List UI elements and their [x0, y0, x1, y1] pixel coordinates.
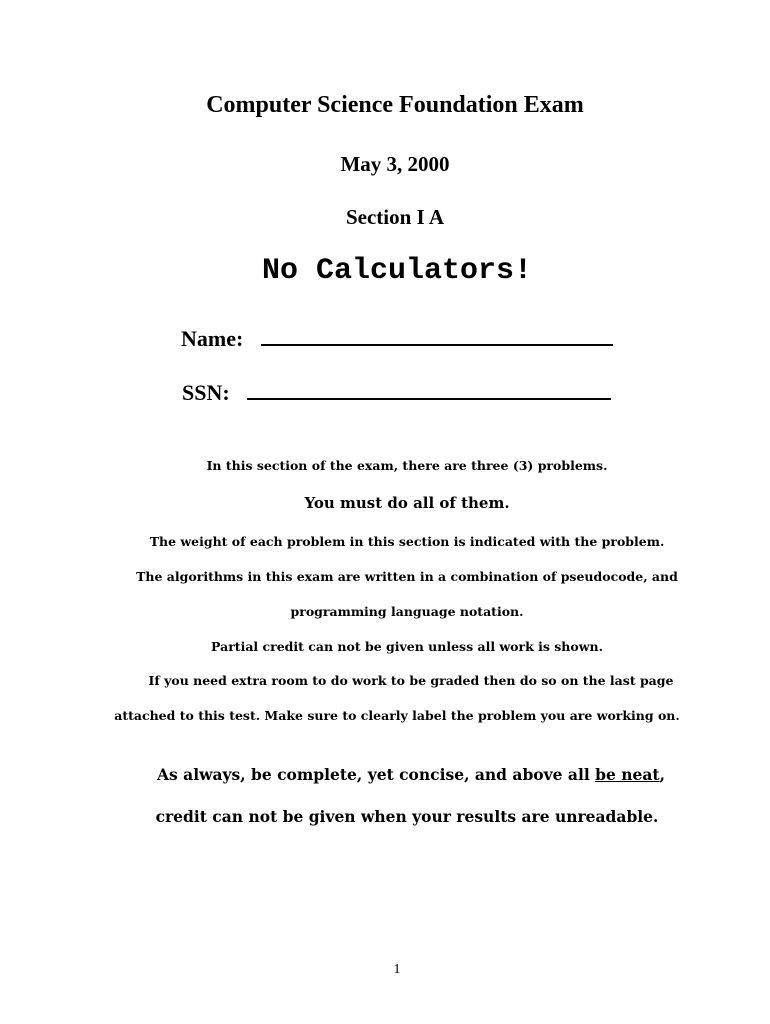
- instruction-algorithms: The algorithms in this exam are written in a combination of pseudocode, and: [136, 569, 678, 584]
- ssn-blank-line[interactable]: [247, 380, 611, 400]
- exam-section: Section I A: [345, 205, 444, 229]
- closing-be-neat: be neat: [595, 765, 660, 784]
- closing-prefix: As always, be complete, yet concise, and above all: [157, 765, 596, 784]
- instruction-notation: programming language notation.: [290, 604, 524, 619]
- closing-line-neatness: [26, 765, 770, 784]
- closing-line-unreadable: credit can not be given when your results are unreadable.: [155, 807, 659, 826]
- name-blank-line[interactable]: [261, 326, 613, 346]
- page-number: 1: [393, 962, 401, 977]
- ssn-field-row: [182, 380, 611, 406]
- exam-title: Computer Science Foundation Exam: [206, 92, 584, 118]
- closing-suffix: ,: [659, 765, 665, 784]
- name-field-row: [181, 326, 613, 352]
- instruction-do-all: You must do all of them.: [304, 494, 510, 512]
- instruction-problem-count: In this section of the exam, there are three (3) problems.: [206, 458, 608, 473]
- no-calculators-warning: No Calculators!: [261, 254, 533, 288]
- instruction-weight: The weight of each problem in this section is indicated with the problem.: [149, 534, 665, 549]
- ssn-label: SSN:: [182, 380, 230, 405]
- instruction-label-problem: attached to this test. Make sure to clearly label the problem you are working on.: [114, 708, 680, 723]
- instruction-extra-room: If you need extra room to do work to be graded then do so on the last page: [148, 673, 674, 688]
- exam-date: May 3, 2000: [340, 152, 450, 176]
- name-label: Name:: [181, 326, 244, 351]
- instruction-partial-credit: Partial credit can not be given unless all work is shown.: [211, 639, 603, 654]
